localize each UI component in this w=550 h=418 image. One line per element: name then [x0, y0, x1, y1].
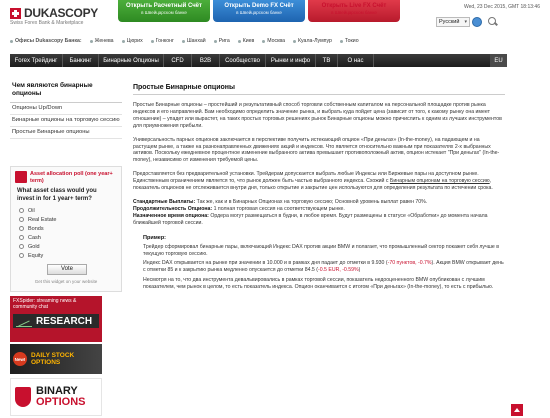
bullet-icon: [122, 40, 125, 43]
promo-sublabel: в Швейцарском банке: [331, 10, 377, 15]
server-datetime: Wed, 23 Dec 2015, GMT 18:13:46: [464, 4, 540, 10]
offices-label: Офисы Dukascopy Банка:: [10, 38, 82, 44]
example-title: Пример:: [143, 234, 167, 241]
sidebar-heading[interactable]: Чем являются бинарные опционы: [10, 80, 122, 103]
example-paragraph: Индекс DAX открывается на рынке при значении в 10.000 и в рамках дня падает до отметки в 9.930 (-70 пунктов, -0.7%). Акция BMW открывает день с отметки 85 и к закрытию рынка медленно опускается до отметки 84.5 (-0.5 EUR, -0.59%): [143, 260, 504, 274]
bullet-icon: [182, 40, 185, 43]
shield-icon: [15, 387, 31, 407]
sidebar-item-simple[interactable]: Простые Бинарные опционы: [10, 127, 122, 139]
office-link[interactable]: Женева: [90, 38, 114, 44]
new-badge: New!: [13, 352, 27, 366]
search-icon[interactable]: [487, 16, 499, 28]
nav-item-tv[interactable]: ТВ: [316, 54, 338, 67]
office-link[interactable]: Токио: [340, 38, 359, 44]
nav-item-banking[interactable]: Банкинг: [63, 54, 99, 67]
terms-paragraph: Стандартные Выплаты: Так же, как и в Бинарных Опционах на торговую сессию; Основной уровень выплат равен 70%. Продолжительность Опциона: 1 полная торговая сессия на соответствующем рынке. Назначенное время опциона: Ордера могут размещаться в будни, в любое время. Будут размещены в статусе «Обработки» до момента начала ближайшей торговой сессии.: [133, 198, 488, 226]
bullet-icon: [238, 40, 241, 43]
promo-label: Открыть Расчетный Счёт: [126, 3, 202, 9]
poll-option[interactable]: Equity: [11, 251, 121, 260]
poll-option[interactable]: Gold: [11, 242, 121, 251]
bullet-icon: [214, 40, 217, 43]
example-paragraph: Несмотря на то, что два инструмента девальвировались в рамках торговой сессии, показатель недооцененного BMW опубликован с лучшим показателем, чем рынок в целом, то есть показатель индекса. Опцион оканчивается с итогом «При деньгах» (In-the-money), то есть с прибылью.: [143, 277, 494, 291]
vote-button[interactable]: Vote: [47, 264, 87, 275]
sidebar-item-updown[interactable]: Опционы Up/Down: [10, 103, 122, 115]
radio-button[interactable]: [19, 235, 24, 240]
sidebar: [10, 80, 122, 139]
payout-label: Стандартные Выплаты:: [133, 198, 196, 205]
office-link[interactable]: Куала-Лумпур: [293, 38, 332, 44]
binary-options-words: [36, 386, 86, 408]
fxspider-caption: FXSpider: streaming news & community chat: [13, 298, 77, 310]
setup-paragraph: Предоставляется без предварительной установки. Трейдерам допускается выбрать любые Индексы или Биржевые пары на доступном рынке. Единственным ограничением является то, что рынок должен быть частью выбранного индекса. Схожий с Бинарным опционам на торговую сессию, показатель опционов не отслеживается внутри дня, только открытие и закрытие цен используются для определения результата по истечении срока.: [133, 171, 493, 192]
region-switch[interactable]: EU: [490, 54, 507, 67]
nav-item-markets[interactable]: Рынки и инфо: [266, 54, 316, 67]
radio-button[interactable]: [19, 208, 24, 213]
bullet-icon: [10, 40, 13, 43]
banner-word: BINARY: [36, 385, 78, 397]
universality-paragraph: Универсальность парных опционов заключается в перспективе получить истекающий опцион «При деньгах» (In-the-money), на падающем и на растущем рынке, а также на разнонаправленных движениях акций и индексов. Что является относительно важным при показателях 2-х выбранных активов. Поскольку ежедневное процентное изменение выбранного актива превышает противоположный актив, опцион истекает "При деньгах" (In-the-money), независимо от изменения требуемой цены.: [133, 136, 500, 164]
swiss-cross-icon: [10, 8, 21, 19]
open-live-account-button[interactable]: [308, 0, 400, 22]
main-nav: [10, 54, 490, 67]
time-label: Назначенное время опциона:: [133, 212, 209, 219]
poll-option[interactable]: Real Estate: [11, 215, 121, 224]
radio-button[interactable]: [19, 253, 24, 258]
fxspider-headline: RESEARCH: [36, 315, 93, 327]
poll-option[interactable]: Oil: [11, 206, 121, 215]
brand-tagline: Swiss Forex Bank & Marketplace: [10, 20, 84, 26]
daily-options-label: DAILY STOCK OPTIONS: [31, 352, 75, 366]
office-link[interactable]: Киев: [238, 38, 255, 44]
radio-button[interactable]: [19, 226, 24, 231]
bullet-icon: [90, 40, 93, 43]
chart-icon: [16, 315, 32, 327]
banner-word: OPTIONS: [36, 396, 86, 408]
example-block: [143, 235, 505, 291]
office-link[interactable]: Цюрих: [122, 38, 143, 44]
poll-icon: [15, 171, 27, 183]
promo-sublabel: в Швейцарском банке: [141, 10, 187, 15]
radio-button[interactable]: [19, 217, 24, 222]
office-link[interactable]: Рига: [214, 38, 230, 44]
office-link[interactable]: Шанхай: [182, 38, 206, 44]
promo-sublabel: в Швейцарском банке: [236, 10, 282, 15]
promo-label: Открыть Demo FX Счёт: [224, 3, 294, 9]
daily-stock-options-banner[interactable]: [10, 344, 102, 374]
scroll-top-button[interactable]: [511, 404, 523, 416]
duration-label: Продолжительность Опциона:: [133, 205, 213, 212]
poll-widget-link[interactable]: Get this widget on your website: [34, 279, 98, 284]
page-title: Простые Бинарные опционы: [133, 84, 505, 95]
intro-paragraph: Простые Бинарные опционы – простейший и результативный способ торговли собственным капиталом на персональной площадке против рынка индексов и его направлений. Вам необходимо определить значение рынка, и выбрать куда пойдет цена (зависит от того, к какому рынку она имеет отношение) – упадет или вырастет, на таких простых торговых решениях рынок Бинарные опционы можно причислить к одним из лучших инструментов для приумножения прибыли.: [133, 102, 502, 129]
nav-item-about[interactable]: О нас: [338, 54, 374, 67]
brand-logo[interactable]: [10, 6, 98, 20]
session-options-link[interactable]: Бинарным опционам на торговую сессию: [389, 178, 490, 185]
open-demo-account-button[interactable]: [213, 0, 305, 22]
nav-spacer: [374, 54, 490, 67]
nav-item-forex[interactable]: Forex Трейдинг: [10, 54, 63, 67]
radio-button[interactable]: [19, 244, 24, 249]
poll-header: [11, 167, 121, 186]
sidebar-item-session[interactable]: Бинарные опционы на торговую сессию: [10, 115, 122, 127]
fxspider-bar: [13, 314, 99, 328]
nav-item-cfd[interactable]: CFD: [164, 54, 192, 67]
offices-bar: [0, 36, 550, 46]
office-link[interactable]: Гонконг: [151, 38, 174, 44]
poll-option[interactable]: Cash: [11, 233, 121, 242]
fxspider-research-banner[interactable]: [10, 296, 102, 342]
bullet-icon: [262, 40, 265, 43]
nav-item-community[interactable]: Сообщество: [220, 54, 266, 67]
main-content: [133, 84, 505, 291]
asset-poll-widget: [10, 166, 122, 292]
language-selected: Русский: [439, 19, 460, 25]
office-link[interactable]: Москва: [262, 38, 285, 44]
globe-icon[interactable]: [472, 17, 482, 27]
chevron-down-icon: ▾: [464, 19, 467, 25]
open-current-account-button[interactable]: [118, 0, 210, 22]
poll-question: What asset class would you invest in for 1 year+ term?: [17, 188, 97, 202]
poll-option[interactable]: Bonds: [11, 224, 121, 233]
brand-name: DUKASCOPY: [24, 6, 98, 20]
bullet-icon: [151, 40, 154, 43]
nav-item-b2b[interactable]: B2B: [192, 54, 220, 67]
nav-item-binary-options[interactable]: Бинарные Опционы: [99, 54, 164, 67]
top-bar: [0, 0, 550, 30]
bullet-icon: [340, 40, 343, 43]
example-paragraph: Трейдер сформировал бинарные пары, включающий Индекс DAX против акции BMW и полагает, что промышленный сектор покажет себя лучше в текущую торговую сессию.: [143, 243, 499, 257]
bullet-icon: [293, 40, 296, 43]
language-select[interactable]: [436, 17, 470, 27]
binary-options-banner[interactable]: [10, 378, 102, 416]
promo-label: Открыть Live FX Счёт: [321, 3, 387, 9]
poll-title: Asset allocation poll (one year+ term): [30, 171, 113, 184]
